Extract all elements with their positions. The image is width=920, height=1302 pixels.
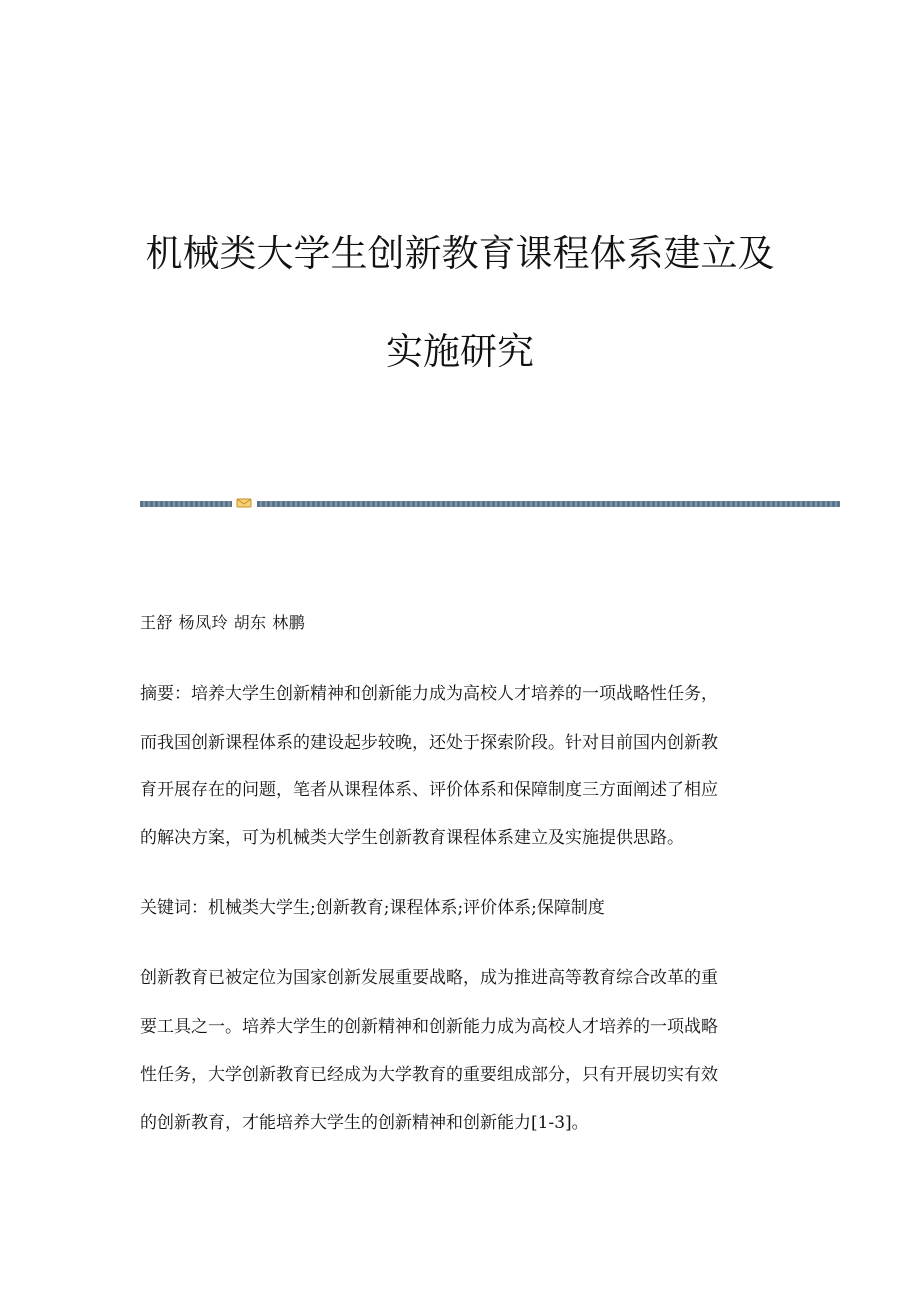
paragraph-line: 要工具之一。培养大学生的创新精神和创新能力成为高校人才培养的一项战略 [140,1017,718,1037]
abstract-line: 摘要：培养大学生创新精神和创新能力成为高校人才培养的一项战略性任务， [140,684,718,704]
paragraph-line: 创新教育已被定位为国家创新发展重要战略，成为推进高等教育综合改革的重 [140,968,718,988]
author-list: 王舒 杨凤玲 胡东 林鹏 [140,613,306,632]
keywords: 关键词：机械类大学生;创新教育;课程体系;评价体系;保障制度 [140,898,605,918]
document-title-line-1: 机械类大学生创新教育课程体系建立及 [145,232,775,275]
abstract-line: 育开展存在的问题，笔者从课程体系、评价体系和保障制度三方面阐述了相应 [140,780,718,800]
abstract-line: 而我国创新课程体系的建设起步较晚，还处于探索阶段。针对目前国内创新教 [140,733,718,753]
divider-bar-left [140,501,232,507]
divider-bar-right [257,501,840,507]
abstract-line: 的解决方案，可为机械类大学生创新教育课程体系建立及实施提供思路。 [140,828,684,848]
paragraph-line: 的创新教育，才能培养大学生的创新精神和创新能力[1-3]。 [140,1113,589,1133]
document-title-line-2: 实施研究 [386,330,534,373]
divider-ornament-icon [236,497,252,509]
paragraph-line: 性任务，大学创新教育已经成为大学教育的重要组成部分，只有开展切实有效 [140,1065,718,1085]
